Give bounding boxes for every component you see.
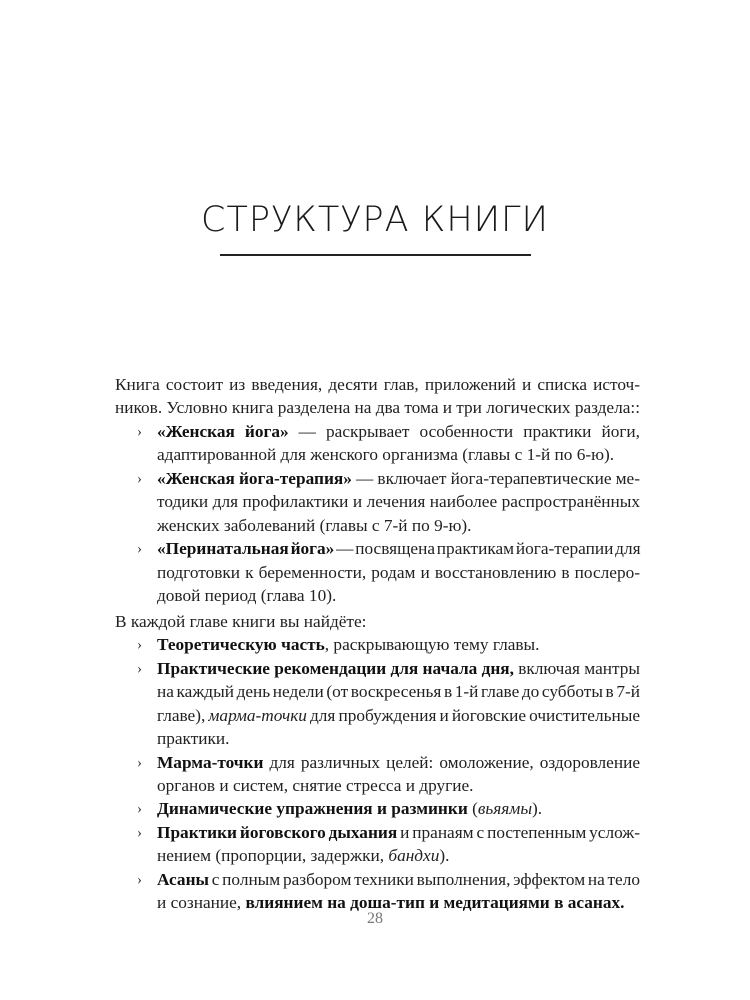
line-text bbox=[157, 774, 473, 798]
text-run: и сознание, bbox=[157, 893, 246, 913]
line-text bbox=[157, 537, 641, 561]
line-text bbox=[157, 844, 449, 868]
bullet-icon: › bbox=[137, 801, 142, 818]
line-text bbox=[157, 467, 640, 491]
bold-text: Практики йоговского дыхания bbox=[157, 822, 398, 842]
text-run: адаптированной для женского организма (главы с 1-й по 6-ю). bbox=[157, 445, 615, 465]
line-text bbox=[157, 490, 640, 514]
line-text bbox=[157, 584, 336, 608]
text-run: на каждый день недели (от воскресенья в 1-й главе до субботы в 7-й bbox=[157, 682, 640, 702]
text-run: , раскрывающую тему главы. bbox=[324, 635, 540, 655]
line-text bbox=[157, 727, 230, 751]
text-run: органов и систем, снятие стресса и другие. bbox=[157, 775, 474, 795]
bullet-icon: › bbox=[137, 824, 142, 841]
text-run: с полным разбором техники выполнения, эффектом на тело bbox=[209, 869, 640, 889]
list-item-line bbox=[157, 868, 640, 892]
paragraph-line bbox=[115, 610, 366, 634]
text-run: — посвящена практикам йога-терапии для bbox=[334, 539, 641, 559]
bullet-icon: › bbox=[137, 637, 142, 654]
text-run: довой период (глава 10). bbox=[157, 586, 337, 606]
line-text bbox=[157, 751, 640, 775]
bullet-icon: › bbox=[137, 660, 142, 677]
text-run: Книга состоит из введения, десяти глав, приложений и списка источ- bbox=[115, 375, 640, 394]
text-run: ). bbox=[532, 799, 543, 819]
line-text bbox=[115, 610, 366, 634]
text-run: практики. bbox=[157, 729, 230, 749]
bold-text: Практические рекомендации для начала дня, bbox=[157, 658, 514, 678]
text-run: ( bbox=[467, 799, 478, 819]
text-run: включая мантры bbox=[513, 658, 640, 678]
bold-text: влиянием на доша-тип и медитациями в асанах. bbox=[245, 893, 625, 913]
list-item-line bbox=[157, 514, 471, 538]
text-run: для различных целей: омоложение, оздоровление bbox=[263, 752, 640, 772]
italic-text: вьяямы bbox=[477, 799, 533, 819]
bold-text: «Женская йога» bbox=[157, 421, 289, 441]
text-run: женских заболеваний (главы с 7-й по 9-ю). bbox=[157, 515, 472, 535]
list-item-line bbox=[157, 844, 449, 868]
line-text bbox=[157, 514, 471, 538]
list-item-line bbox=[157, 443, 614, 467]
bold-text: «Перинатальная йога» bbox=[157, 539, 335, 559]
page-title: СТРУКТУРА КНИГИ bbox=[201, 200, 549, 240]
list-item-line bbox=[157, 561, 640, 585]
bullet-icon: › bbox=[137, 541, 142, 558]
text-run: ников. Условно книга разделена на два тома и три логических раздела:: bbox=[115, 398, 640, 418]
bullet-icon: › bbox=[137, 423, 142, 440]
line-text bbox=[157, 443, 614, 467]
bold-text: Теоретическую часть bbox=[157, 635, 325, 655]
list-item-line bbox=[157, 774, 473, 798]
list-item-line bbox=[157, 680, 640, 704]
list-item-line bbox=[157, 584, 336, 608]
list-item-line bbox=[157, 633, 539, 657]
line-text bbox=[157, 420, 640, 444]
line-text bbox=[157, 868, 640, 892]
italic-text: бандхи bbox=[388, 846, 440, 866]
text-run: тодики для профилактики и лечения наиболее распространённых bbox=[157, 492, 640, 512]
text-run: для пробуждения и йоговские очистительные bbox=[306, 705, 640, 725]
text-run: — раскрывает особенности практики йоги, bbox=[288, 421, 640, 441]
bold-text: Асаны bbox=[157, 869, 210, 889]
line-text bbox=[115, 373, 640, 397]
text-run: ). bbox=[439, 846, 450, 866]
paragraph-line bbox=[115, 373, 640, 397]
bold-text: «Женская йога-терапия» bbox=[157, 468, 352, 488]
list-item-line bbox=[157, 490, 640, 514]
line-text bbox=[157, 821, 640, 845]
list-item-line bbox=[157, 821, 640, 845]
text-run: — включает йога-терапевтические ме- bbox=[351, 468, 640, 488]
text-run: нением (пропорции, задержки, bbox=[157, 846, 389, 866]
text-run: и пранаям с постепенным услож- bbox=[397, 822, 640, 842]
list-item-line bbox=[157, 467, 640, 491]
page-number: 28 bbox=[367, 910, 383, 927]
bullet-icon: › bbox=[137, 871, 142, 888]
line-text bbox=[157, 797, 542, 821]
list-item-line bbox=[157, 727, 230, 751]
list-item-line bbox=[157, 537, 641, 561]
list-item-line bbox=[157, 657, 640, 681]
line-text bbox=[157, 680, 640, 704]
title-underline bbox=[220, 254, 531, 256]
text-run: подготовки к беременности, родам и восстановлению в послеро- bbox=[157, 562, 640, 582]
bold-text: Марма-точки bbox=[157, 752, 264, 772]
bullet-icon: › bbox=[137, 470, 142, 487]
list-item-line bbox=[157, 751, 640, 775]
line-text bbox=[157, 657, 640, 681]
bold-text: Динамические упражнения и разминки bbox=[157, 799, 468, 819]
list-item-line bbox=[157, 704, 640, 728]
paragraph-line bbox=[115, 396, 640, 420]
italic-text: марма-точки bbox=[208, 705, 307, 725]
bullet-icon: › bbox=[137, 754, 142, 771]
list-item-line bbox=[157, 420, 640, 444]
text-run: В каждой главе книги вы найдёте: bbox=[115, 611, 367, 631]
line-text bbox=[157, 704, 640, 728]
line-text bbox=[157, 561, 640, 585]
list-item-line bbox=[157, 797, 542, 821]
line-text bbox=[115, 396, 640, 420]
line-text bbox=[157, 633, 539, 657]
text-run: главе), bbox=[157, 705, 209, 725]
